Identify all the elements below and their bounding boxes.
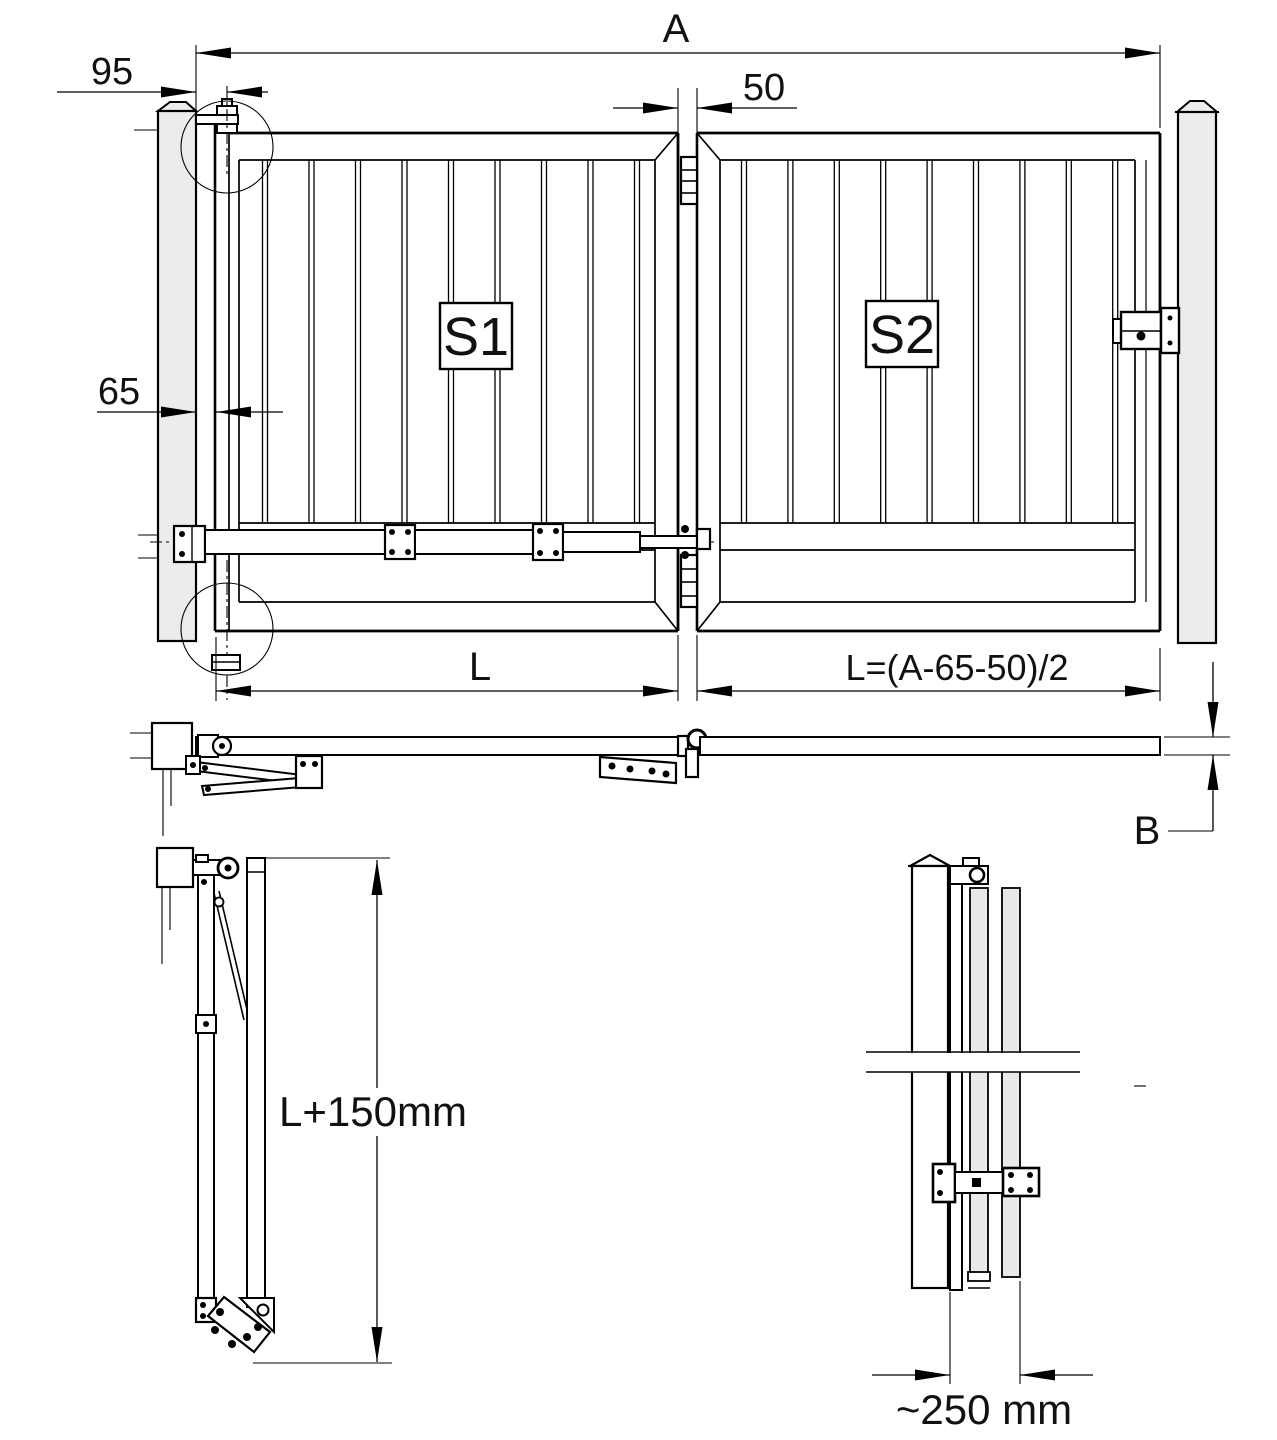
dim-label-l: L xyxy=(468,645,492,689)
actuator-rod xyxy=(640,536,697,548)
open-view-bottom-bracket xyxy=(196,1297,274,1352)
lock-cylinder xyxy=(1137,332,1146,341)
plan-leaf-s2 xyxy=(700,737,1160,755)
leaf-label-s2 xyxy=(866,301,938,367)
gate-lock xyxy=(1113,308,1179,353)
right-gate-post xyxy=(1175,101,1219,643)
leaf-label-s1 xyxy=(440,303,512,369)
plan-leaf-s1 xyxy=(196,737,678,755)
actuator-front-view xyxy=(150,524,715,562)
closed-side-view xyxy=(860,855,1146,1433)
dim-label-b: B xyxy=(1133,809,1161,853)
center-hinge-top xyxy=(681,157,697,204)
dim-label-65: 65 xyxy=(97,371,141,413)
dim-label-250: ~250 mm xyxy=(895,1386,1073,1433)
actuator-rod-end xyxy=(697,529,710,549)
closed-view-post xyxy=(912,866,948,1288)
open-side-view xyxy=(157,848,467,1363)
actuator-clamp xyxy=(385,525,415,559)
dim-actuator-length xyxy=(253,858,467,1363)
closed-view-hinge-ring xyxy=(970,868,984,882)
lock-strike-plate xyxy=(1161,308,1179,353)
closed-view-bar-2 xyxy=(1002,888,1020,1277)
plan-actuator xyxy=(186,756,676,795)
dim-label-50: 50 xyxy=(742,67,786,109)
center-hinge-bottom xyxy=(681,555,697,607)
dim-open-offset xyxy=(872,1281,1093,1433)
closed-view-post-cap xyxy=(910,855,950,866)
dim-leaf-formula xyxy=(697,635,1160,701)
dim-label-formula: L=(A-65-50)/2 xyxy=(845,647,1069,688)
dim-label-95: 95 xyxy=(90,51,134,93)
actuator-tube xyxy=(205,530,385,554)
closed-view-bar-1 xyxy=(970,888,988,1280)
actuator-rear-bracket xyxy=(174,526,205,562)
svg-text:S1: S1 xyxy=(442,307,510,367)
gate-leaf-s2 xyxy=(697,133,1160,631)
open-view-post xyxy=(157,848,193,887)
dim-leaf-gap xyxy=(613,67,797,133)
open-view-leaf-bar xyxy=(247,858,265,1307)
dim-label-l150: L+150mm xyxy=(279,1088,467,1135)
closed-view-gate-upright xyxy=(950,872,962,1290)
open-view-actuator-bar xyxy=(198,875,214,1305)
svg-text:S2: S2 xyxy=(868,305,936,365)
dim-hinge-offset xyxy=(57,51,268,93)
dim-leaf-length xyxy=(216,635,678,701)
dim-label-a: A xyxy=(662,7,690,51)
front-view xyxy=(57,7,1219,701)
